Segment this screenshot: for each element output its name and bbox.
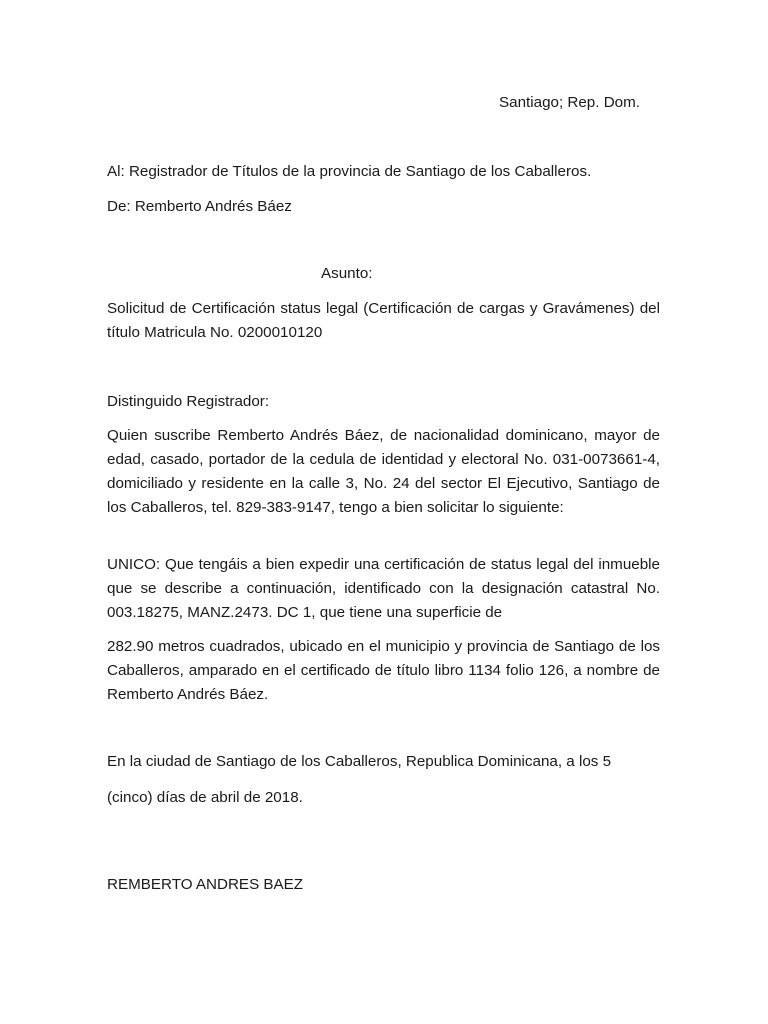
body-paragraph-1 [107,424,660,520]
body-paragraph-2 [107,553,660,625]
closing-line-1: En la ciudad de Santiago de los Caballeros, Republica Dominicana, a los 5 [107,753,612,770]
paragraph-text: Quien suscribe Remberto Andrés Báez, de nacionalidad dominicano, mayor de edad, casado, portador de la cedula de identidad y electoral No. 031-0073661-4, domiciliado y residente en la calle 3, No. 24 del sector El Ejecutivo, Santiago de los Caballeros, tel. 829-383-9147, tengo a bien solicitar lo siguiente: [107,427,660,516]
recipient-line: Al: Registrador de Títulos de la provincia de Santiago de los Caballeros. [107,163,592,180]
subject-label: Asunto: [321,265,373,282]
paragraph-text: 282.90 metros cuadrados, ubicado en el municipio y provincia de Santiago de los Caballeros, amparado en el certificado de título libro 1134 folio 126, a nombre de Remberto Andrés Báez. [107,638,660,703]
place-header: Santiago; Rep. Dom. [499,94,640,111]
signature-name: REMBERTO ANDRES BAEZ [107,876,304,893]
subject-text: Solicitud de Certificación status legal (Certificación de cargas y Gravámenes) del título Matricula No. 0200010120 [107,300,660,341]
paragraph-text: UNICO: Que tengáis a bien expedir una certificación de status legal del inmueble que se describe a continuación, identificado con la designación catastral No. 003.18275, MANZ.2473. DC 1, que tiene una superficie de [107,556,660,621]
closing-line-2: (cinco) días de abril de 2018. [107,789,303,806]
sender-line: De: Remberto Andrés Báez [107,198,292,215]
greeting-line: Distinguido Registrador: [107,393,270,410]
body-paragraph-3 [107,635,660,707]
subject-text-block [107,297,660,345]
